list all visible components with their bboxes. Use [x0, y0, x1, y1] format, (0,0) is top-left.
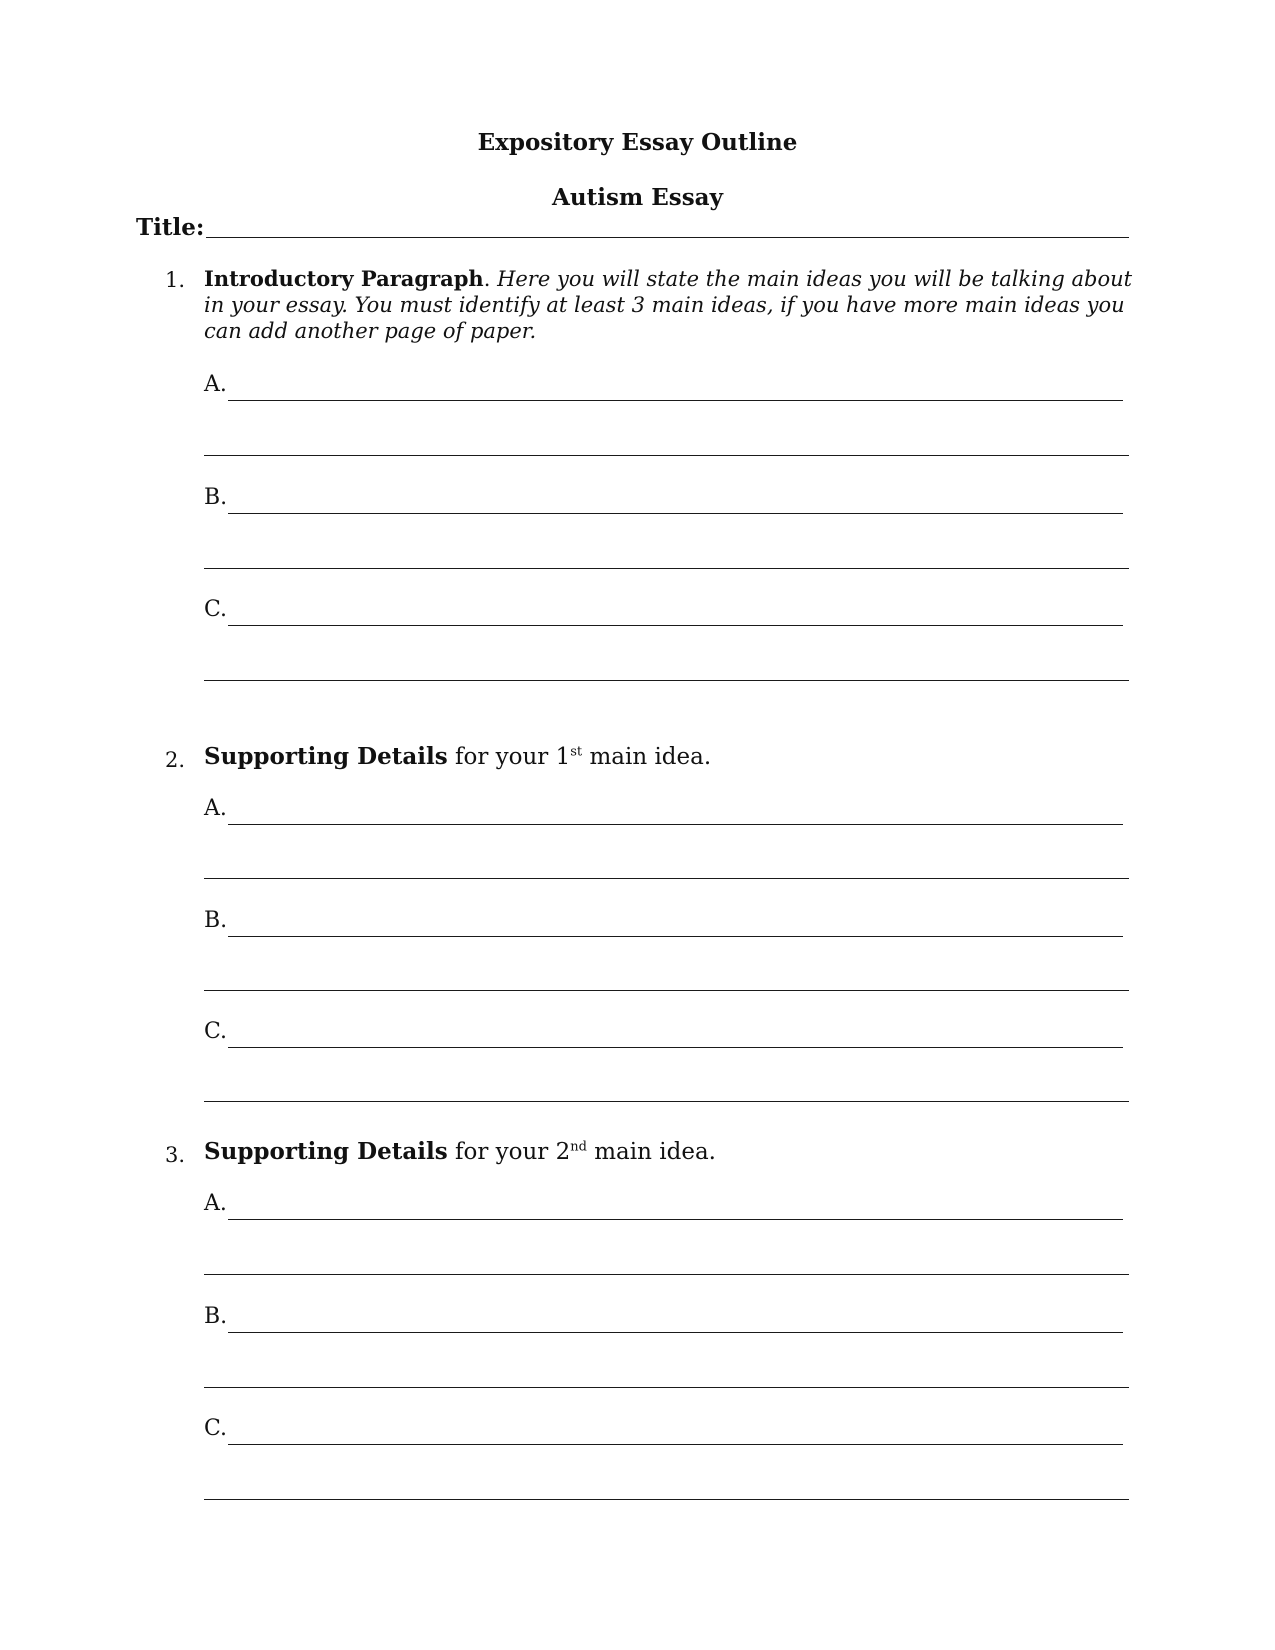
section-1-heading: Introductory Paragraph: [204, 266, 484, 291]
section-2-post-ordinal: main idea.: [582, 744, 712, 770]
section-3-item-b: [204, 1304, 1124, 1334]
item-letter: C.: [204, 1019, 228, 1044]
item-letter: B.: [204, 485, 228, 510]
section-2-ordinal-suffix: st: [570, 744, 583, 760]
section-1-item-c: [204, 597, 1124, 627]
section-3-heading: Supporting Details: [204, 1138, 448, 1165]
section-1-instruction: Here you will state the main ideas you will be talking about in your essay. You must identify at least 3 main ideas, if you have more main ideas you can add another page of paper.: [204, 267, 1133, 343]
answer-line: [204, 990, 1129, 991]
answer-line: [204, 1499, 1129, 1500]
answer-line: [228, 1444, 1123, 1445]
section-2-item-c: [204, 1019, 1124, 1049]
section-3-ordinal-suffix: nd: [570, 1139, 587, 1155]
title-field-label: [136, 214, 206, 241]
answer-line: [204, 568, 1129, 569]
item-letter: B.: [204, 1304, 228, 1329]
section-2-pre-ordinal: for your 1: [447, 744, 571, 770]
answer-line: [204, 1101, 1129, 1102]
answer-line: [204, 455, 1129, 456]
section-1-heading-suffix: .: [483, 267, 491, 291]
section-2-item-b: [204, 908, 1124, 938]
answer-line: [228, 1047, 1123, 1048]
answer-line: [204, 878, 1129, 879]
section-3-text: [204, 1139, 1144, 1165]
answer-line: [228, 513, 1123, 514]
section-2-text: [204, 744, 1144, 770]
item-letter: C.: [204, 1416, 228, 1441]
answer-line: [228, 1332, 1123, 1333]
title-field: [136, 210, 1129, 242]
document-subtitle: Autism Essay: [552, 184, 723, 211]
section-3-pre-ordinal: for your 2: [447, 1139, 571, 1165]
section-3-number: 3.: [165, 1143, 186, 1167]
section-1-text: [204, 266, 1144, 344]
answer-line: [204, 1387, 1129, 1388]
answer-line: [228, 1219, 1123, 1220]
answer-line: [204, 1274, 1129, 1275]
title-blank-line: [136, 237, 1129, 238]
title-label-colon: :: [195, 214, 205, 241]
section-1-number: 1.: [165, 268, 186, 292]
answer-line: [204, 680, 1129, 681]
section-3-item-a: [204, 1191, 1124, 1221]
answer-line: [228, 625, 1123, 626]
title-label-text: Title: [136, 214, 196, 241]
document-title: Expository Essay Outline: [477, 129, 798, 156]
item-letter: A.: [204, 1191, 227, 1216]
section-2-item-a: [204, 796, 1124, 826]
section-1-item-b: [204, 485, 1124, 515]
item-letter: A.: [204, 796, 227, 821]
section-3-item-c: [204, 1416, 1124, 1446]
item-letter: B.: [204, 908, 228, 933]
answer-line: [228, 400, 1123, 401]
item-letter: A.: [204, 372, 227, 397]
item-letter: C.: [204, 597, 228, 622]
answer-line: [228, 936, 1123, 937]
section-3-post-ordinal: main idea.: [586, 1139, 716, 1165]
answer-line: [228, 824, 1123, 825]
section-2-heading: Supporting Details: [204, 743, 448, 770]
section-2-number: 2.: [165, 748, 186, 772]
section-1-item-a: [204, 372, 1124, 402]
